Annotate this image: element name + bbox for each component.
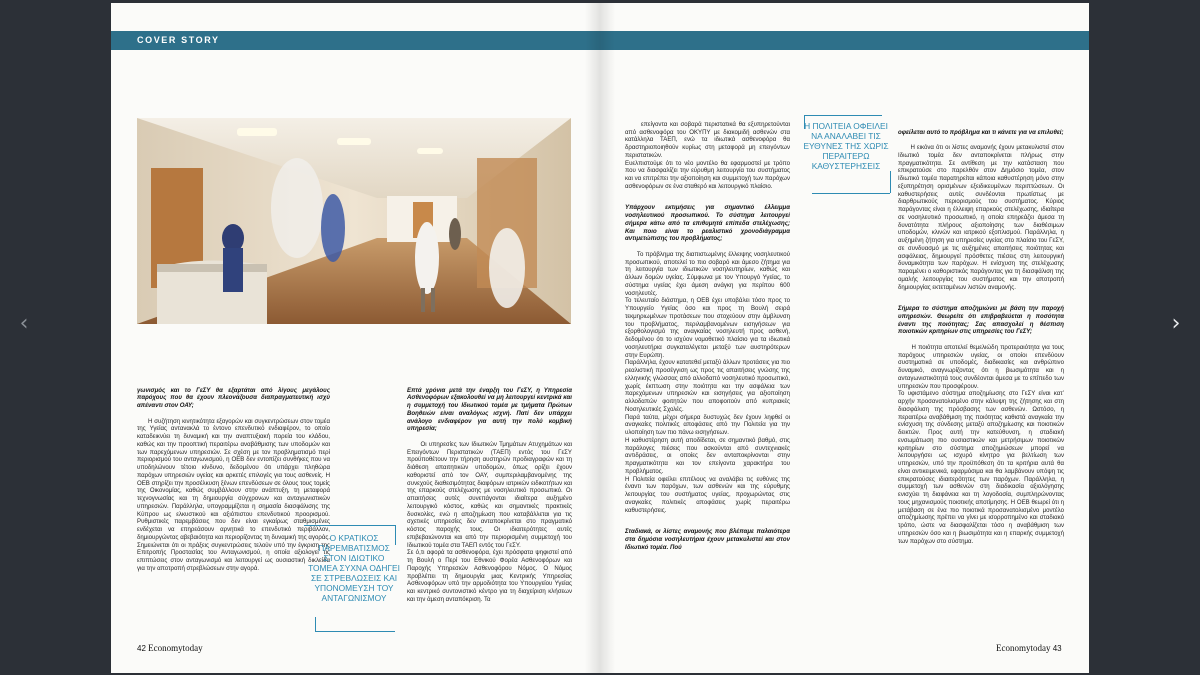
answer-text: επείγοντα και σοβαρά περιστατικά θα εξυπηρετούνται από ασθενοφόρα του ΟΚΥΠΥ με διακομιδή ασθενών στα κατάλληλα ΤΑΕΠ, ενώ τα ιδιωτικά ασθενοφόρα θα δραστηριοποιηθούν κυρίως στη μεταφορά μη επειγόντων περιστατικών. Ευελπιστούμε ότι το νέο μοντέλο θα εφαρμοστεί με τρόπο που να διασφαλίζει την εύρυθμη λειτουργία του συστήματος και να επιτρέπει την αξιοποίηση και συμμετοχή των παρόχων ασθενοφόρων σε ένα σταθερό και λειτουργικό πλαίσιο.	[625, 120, 790, 190]
right-column-2	[898, 113, 1064, 643]
answer-text: Η εικόνα ότι οι λίστες αναμονής έχουν μετακυλιστεί στον Ιδιωτικό τομέα δεν ανταποκρίνεται πλήρως στην πραγματικότητα. Σε αντίθεση με την κατάσταση που επικρατούσε στο παρελθόν στον Δημόσιο τομέα, στον Ιδιωτικό τομέα παρατηρείται κάποια καθυστέρηση μόνο στην εξυπηρέτηση ορισμένων εξειδικευμένων περιπτώσεων. Οι καθυστερήσεις αυτές συνδέονται πρωτίστως με διαρθρωτικούς περιορισμούς του συστήματος. Κύριος παράγοντας είναι η έλλειψη επαρκούς στελέχωσης, ιδιαίτερα σε νοσηλευτικό προσωπικό, η οποία επηρεάζει άμεσα τη δυνατότητα πλήρους αξιοποίησης των διαθέσιμων υποδομών, κλινών και ιατρικού εξοπλισμού. Παράλληλα, η αυξημένη ζήτηση για υπηρεσίες υγείας στο πλαίσιο του ΓεΣΥ, σε συνδυασμό με τις αυξημένες απαιτήσεις ποιότητας και ασφάλειας, δημιουργεί πρόσθετες πιέσεις στη λειτουργική δυναμικότητα των παρόχων. Η ενίσχυση της στελέχωσης παραμένει ο καθοριστικός παράγοντας για τη διασφάλιση της ομαλής λειτουργίας του συστήματος και την αποτροπή δημιουργίας εκτεταμένων λιστών αναμονής.	[898, 144, 1064, 291]
pullquote-rule-bottom	[315, 631, 395, 632]
folio-left	[137, 643, 203, 653]
right-page	[600, 3, 1089, 673]
question-heading: Σταδιακά, οι λίστες αναμονής που βλέπαμε παλαιότερα στα δημόσια νοσηλευτήρια έχουν μετακυλιστεί και στον Ιδιωτικό τομέα. Πού	[625, 528, 790, 551]
section-band	[111, 31, 600, 50]
answer-text: Η ποιότητα αποτελεί θεμελιώδη προτεραιότητα για τους παρόχους υπηρεσιών υγείας, οι οποίοι επενδύουν συστηματικά σε υποδομές, διαδικασίες και ανθρώπινο δυναμικό, αναγνωρίζοντας ότι η βιωσιμότητα και η ανταγωνιστικότητά τους συνδέονται άμεσα με το επίπεδο των υπηρεσιών που προσφέρουν. Το υφιστάμενο σύστημα αποζημίωσης στο ΓεΣΥ είναι κατ’ αρχήν προσανατολισμένο στην κάλυψη της ζήτησης και στη διασφάλιση της πρόσβασης των ασθενών. Ωστόσο, η περαιτέρω αναβάθμιση της ποιότητας καθιστά αναγκαία την ενίσχυση της σύνδεσης μεταξύ αποζημίωσης και ποιοτικών δεικτών. Προς αυτή την κατεύθυνση, η σταδιακή ενσωμάτωση πιο ουσιαστικών και μετρήσιμων ποιοτικών κριτηρίων στο σύστημα αποζημιώσεων μπορεί να λειτουργήσει ως ισχυρό κίνητρο για βελτίωση των υπηρεσιών, υπό την προϋπόθεση ότι τα κριτήρια αυτά θα είναι αντικειμενικά, εφαρμόσιμα και θα λαμβάνουν υπόψη τις επικρατούσες ιδιαιτερότητες των παρόχων. Παράλληλα, η συμμετοχή των ασθενών στη διαδικασία αξιολόγησης ενισχύει τη διαφάνεια και τη λογοδοσία, συμπληρώνοντας τους μηχανισμούς ποιοτικής αποτίμησης. Η ΟΕΒ θεωρεί ότι η μετάβαση σε ένα πιο ποιοτικά προσανατολισμένο μοντέλο αποζημίωσης πρέπει να γίνει με ισορροπημένο και σταδιακό τρόπο, ώστε να διασφαλίζεται τόσο η αναβάθμιση των υπηρεσιών όσο και η βιωσιμότητα και η επαρκής συμμετοχή των παρόχων στο σύστημα.	[898, 343, 1064, 545]
question-heading: γωνισμός και το ΓεΣΥ θα εξαρτάται από λίγους μεγάλους παρόχους που θα έχουν πλεονάζουσα διαπραγματευτική ισχύ απέναντι στον ΟΑΥ;	[137, 386, 330, 409]
section-band-right	[600, 31, 1089, 50]
section-label: COVER STORY	[137, 35, 220, 45]
pullquote: Η ΠΟΛΙΤΕΙΑ ΟΦΕΙΛΕΙ ΝΑ ΑΝΑΛΑΒΕΙ ΤΙΣ ΕΥΘΥΝΕΣ ΤΗΣ ΧΩΡΙΣ ΠΕΡΑΙΤΕΡΩ ΚΑΘΥΣΤΕΡΗΣΕΙΣ	[803, 121, 889, 171]
chevron-right-icon: ›	[1171, 311, 1181, 336]
magazine-spread	[111, 3, 1089, 673]
previous-page-button[interactable]	[14, 312, 34, 336]
page-number: 42	[137, 644, 146, 653]
answer-text: Η συζήτηση κινητικότητα εξαγορών και συγκεντρώσεων στον τομέα της Υγείας αντανακλά το έντονο επενδυτικό ενδιαφέρον, το οποίο καταδεικνύει τη δυναμική και την αναπτυξιακή πορεία του κλάδου, καθώς και την προοπτική περαιτέρω αναβάθμισης των υποδομών και των παρεχόμενων υπηρεσιών. Σε σχέση με τον προβληματισμό περί περιορισμού του ανταγωνισμού, η ΟΕΒ δεν εντοπίζει συνθήκες που να υποδηλώνουν τέτοιο κίνδυνο, δεδομένου ότι υπάρχει πληθώρα παρόχων υπηρεσιών υγείας και αρκετές επιλογές για τους ασθενείς. Η ΟΕΒ στηρίζει την προσέλκυση ξένων επενδύσεων σε όλους τους τομείς της Οικονομίας, καθώς συμβάλλουν στην ανάπτυξη, τη μεταφορά τεχνογνωσίας και τη δημιουργία σύγχρονων και ανταγωνιστικών υπηρεσιών. Παράλληλα, υπογραμμίζεται η σημασία διασφάλισης της Κύπρου ως ελκυστικού και αξιόπιστου επενδυτικού προορισμού. Ρυθμιστικές παρεμβάσεις που δεν είναι εγκαίρως σταθμισμένες ενδέχεται να επηρεάσουν αρνητικά το επενδυτικό περιβάλλον, δημιουργώντας αβεβαιότητα και περιορίζοντας τη δυναμική της αγοράς. Σημειώνεται ότι οι πράξεις συγκεντρώσεις τελούν υπό την έγκριση της Επιτροπής Προστασίας του Ανταγωνισμού, η οποία αξιολογεί τις επιπτώσεις στον ανταγωνισμό και λειτουργεί ως ουσιαστική δικλείδα για την αποτροπή στρεβλώσεων στην αγορά.	[137, 417, 330, 572]
answer-text: Οι υπηρεσίες των Ιδιωτικών Τμημάτων Ατυχημάτων και Επειγόντων Περιστατικών (ΤΑΕΠ) εντός του ΓεΣΥ προϋποθέτουν την τήρηση αυστηρών προδιαγραφών και τη διάθεση απαιτητικών υποδομών, όπως ορίζει έχουν καθοριστεί από τον ΟΑΥ, συμπεριλαμβανομένης της συνεχούς διαθεσιμότητας διαφόρων ιατρικών ειδικοτήτων και της επαρκούς στελέχωσης με νοσηλευτικό προσωπικό. Οι απαιτήσεις αυτές συνεπάγονται ιδιαίτερα αυξημένο λειτουργικό κόστος, καθώς και σημαντικές πρακτικές δυσκολίες, ενώ η αποζημίωση που καταβάλλεται για τις σχετικές υπηρεσίες δεν ανταποκρίνεται στο πραγματικό κόστος παροχής τους. Οι ιδιαιτερότητες αυτές επιβεβαιώνονται και από την περιορισμένη συμμετοχή του Ιδιωτικού τομέα στα ΤΑΕΠ εντός του ΓεΣΥ. Σε ό,τι αφορά τα ασθενοφόρα, έχει πρόσφατα ψηφιστεί από τη Βουλή ο Περί του Εθνικού Φορέα Ασθενοφόρων και Παροχής Υπηρεσιών Ασθενοφόρου Νόμος. Ο Νόμος προβλέπει τη δημιουργία μιας Κεντρικής Υπηρεσίας Ασθενοφόρων υπό την αρμοδιότητα του Υπουργείου Υγείας και κεντρικό συντονιστικό κέντρο για τη διαχείριση κλήσεων και την άμεση ανταπόκριση. Τα	[407, 440, 572, 603]
answer-text: Το πρόβλημα της διαπιστωμένης έλλειψης νοσηλευτικού προσωπικού, αποτελεί το πιο σοβαρό και άμεσο ζήτημα για τη λειτουργία των ιδιωτικών νοσηλευτηρίων, καθώς και άλλων δομών υγείας. Σύμφωνα με τον Υπουργό Υγείας, το σύστημα υγείας έχει άμεση ανάγκη για περίπου 600 νοσηλευτές. Το τελευταίο διάστημα, η ΟΕΒ έχει υποβάλει τόσο προς το Υπουργείο Υγείας όσο και προς τη Βουλή σειρά τεκμηριωμένων προτάσεων που στοχεύουν στην άμβλυνση του προβλήματος, περιλαμβανομένων εισηγήσεων για εξορθολογισμό της αναγκαίας νοσηλευτή προς ασθενή, δεδομένου ότι το ισχύον νομοθετικό πλαίσιο για τα ιδιωτικά νοσηλευτήρια συγκαταλέγεται μεταξύ των αυστηρότερων στην Ευρώπη. Παράλληλα, έχουν κατατεθεί μεταξύ άλλων προτάσεις για πιο ρεαλιστική προσέγγιση ως προς τις απαιτήσεις γνώσης της ελληνικής γλώσσας από αλλοδαπό νοσηλευτικό προσωπικό, χωρίς έκπτωση στην ποιότητα και την ασφάλεια των παρεχόμενων υπηρεσιών και εισηγήσεις για αξιοποίηση αλλοδαπών φοιτητών που αποφοιτούν από κυπριακές Νοσηλευτικές Σχολές. Παρά ταύτα, μέχρι σήμερα δυστυχώς δεν έχουν ληφθεί οι αναγκαίες πολιτικές αποφάσεις από την Πολιτεία για την υλοποίηση των πιο πάνω εισηγήσεων. Η καθυστέρηση αυτή αποδίδεται, σε σημαντικό βαθμό, στις παράλογες πιέσεις που ασκούνται από συντεχνιακές αντιδράσεις, οι οποίες δεν ανταποκρίνονται στην πραγματικότητα και τον επείγοντα χαρακτήρα του προβλήματος. Η Πολιτεία οφείλει επιτέλους να αναλάβει τις ευθύνες της έναντι των παρόχων, των ασθενών και της εύρυθμης λειτουργίας του συστήματος υγείας, προχωρώντας στις αναγκαίες πολιτικές αποφάσεις χωρίς περαιτέρω καθυστερήσεις.	[625, 250, 790, 514]
pullquote-rule-bottom-side	[315, 617, 316, 631]
magazine-brand: Economytoday	[148, 643, 203, 653]
question-heading: Σήμερα το σύστημα αποζημιώνει με βάση την παροχή υπηρεσιών. Θεωρείτε ότι επιβραβεύεται η ποσότητα έναντι της ποιότητας; Σας απασχολεί η θέσπιση ποιοτικών κριτηρίων στις υπηρεσίες του ΓεΣΥ;	[898, 305, 1064, 336]
pullquote: Ο ΚΡΑΤΙΚΟΣ ΠΑΡΕΜΒΑΤΙΣΜΟΣ ΣΤΟΝ ΙΔΙΩΤΙΚΟ ΤΟΜΕΑ ΣΥΧΝΑ ΟΔΗΓΕΙ ΣΕ ΣΤΡΕΒΛΩΣΕΙΣ ΚΑΙ ΥΠΟΝΟΜΕΥΣΗ ΤΟΥ ΑΝΤΑΓΩΝΙΣΜΟΥ	[308, 533, 400, 603]
page-gutter	[585, 3, 615, 673]
magazine-brand: Economytoday	[996, 643, 1051, 653]
left-column-1	[137, 371, 330, 631]
left-page	[111, 3, 600, 673]
pullquote-rule-top	[304, 525, 396, 526]
question-heading: Υπάρχουν εκτιμήσεις για σημαντικό έλλειμμα νοσηλευτικού προσωπικού. Το σύστημα λειτουργεί σήμερα κάτω από τα επιθυμητά επίπεδα στελέχωσης; Και ποιο είναι το ρεαλιστικό χρονοδιάγραμμα αντιμετώπισης του προβλήματος;	[625, 204, 790, 243]
pullquote-rule-bottom	[812, 193, 890, 194]
question-heading: Επτά χρόνια μετά την έναρξη του ΓεΣΥ, η Υπηρεσία Ασθενοφόρων εξακολουθεί να μη λειτουργεί κεντρικά και η συμμετοχή του Ιδιωτικού τομέα με τμήματα Πρώτων Βοηθειών είναι αναλόγως ισχνή. Πατί δεν υπάρχει ανάλογο ενδιαφέρον για αυτή την πολύ κομβική υπηρεσία;	[407, 386, 572, 433]
folio-right	[996, 643, 1062, 653]
chevron-left-icon: ‹	[19, 311, 29, 336]
hospital-corridor-photo	[137, 118, 571, 324]
left-column-2	[407, 371, 572, 636]
question-heading: οφείλεται αυτό το πρόβλημα και τι κάνετε για να επιλυθεί;	[898, 128, 1064, 136]
right-column-1	[625, 113, 790, 669]
next-page-button[interactable]	[1166, 312, 1186, 336]
pullquote-rule-bottom-side	[890, 171, 891, 193]
pullquote-rule-top	[804, 115, 882, 116]
page-number: 43	[1052, 644, 1062, 653]
